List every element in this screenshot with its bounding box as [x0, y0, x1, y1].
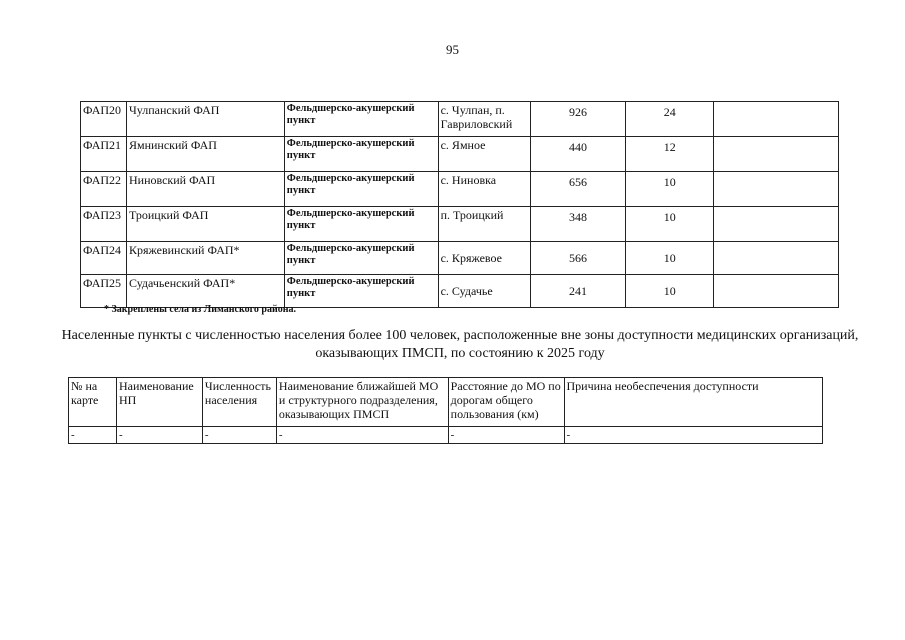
- table-row: [81, 207, 839, 242]
- fap-name: Троицкий ФАП: [126, 207, 284, 242]
- header-population: Численность населения: [202, 378, 276, 427]
- fap-population: 926: [530, 102, 626, 137]
- footnote: * Закреплены села из Лиманского района.: [104, 304, 296, 315]
- page-number: 95: [446, 42, 459, 57]
- header-nearest-mo: Наименование ближайшей МО и структурного подразделения, оказывающих ПМСП: [276, 378, 448, 427]
- header-np-name: Наименование НП: [116, 378, 202, 427]
- fap-population: 348: [530, 207, 626, 242]
- cell-map-number: -: [69, 427, 117, 444]
- fap-name: Ямнинский ФАП: [126, 137, 284, 172]
- fap-population: 566: [530, 242, 626, 275]
- table-row: [81, 172, 839, 207]
- fap-type: Фельдшерско-акушерский пункт: [284, 172, 438, 207]
- fap-code: ФАП20: [81, 102, 127, 137]
- cell-reason: -: [564, 427, 823, 444]
- fap-extra: [714, 275, 839, 308]
- fap-code: ФАП22: [81, 172, 127, 207]
- table-row: [81, 102, 839, 137]
- fap-name: Чулпанский ФАП: [126, 102, 284, 137]
- fap-population: 440: [530, 137, 626, 172]
- fap-type: Фельдшерско-акушерский пункт: [284, 102, 438, 137]
- fap-extra: [714, 207, 839, 242]
- fap-settlement: с. Кряжевое: [438, 242, 530, 275]
- fap-value: 12: [626, 137, 714, 172]
- fap-settlement: с. Судачье: [438, 275, 530, 308]
- fap-value: 10: [626, 275, 714, 308]
- table-row: [81, 275, 839, 308]
- fap-code: ФАП24: [81, 242, 127, 275]
- fap-population: 241: [530, 275, 626, 308]
- fap-value: 24: [626, 102, 714, 137]
- fap-code: ФАП21: [81, 137, 127, 172]
- fap-population: 656: [530, 172, 626, 207]
- header-reason: Причина необеспечения доступности: [564, 378, 823, 427]
- fap-name: Кряжевинский ФАП*: [126, 242, 284, 275]
- fap-value: 10: [626, 242, 714, 275]
- fap-table: [80, 101, 839, 308]
- fap-extra: [714, 102, 839, 137]
- fap-extra: [714, 137, 839, 172]
- np-table: [68, 377, 823, 444]
- fap-settlement: с. Ниновка: [438, 172, 530, 207]
- fap-settlement: с. Чулпан, п. Гавриловский: [438, 102, 530, 137]
- fap-type: Фельдшерско-акушерский пункт: [284, 275, 438, 308]
- fap-name: Судачьенский ФАП*: [126, 275, 284, 308]
- section-title: Населенные пункты с численностью населения более 100 человек, расположенные вне зоны доступности медицинских организаций, оказывающих ПМСП, по состоянию к 2025 году: [61, 328, 859, 361]
- fap-code: ФАП23: [81, 207, 127, 242]
- fap-value: 10: [626, 172, 714, 207]
- header-map-number: № на карте: [69, 378, 117, 427]
- fap-code: ФАП25: [81, 275, 127, 308]
- fap-settlement: с. Ямное: [438, 137, 530, 172]
- np-table-row: [69, 427, 823, 444]
- fap-value: 10: [626, 207, 714, 242]
- fap-name: Ниновский ФАП: [126, 172, 284, 207]
- fap-extra: [714, 172, 839, 207]
- cell-np-name: -: [116, 427, 202, 444]
- fap-settlement: п. Троицкий: [438, 207, 530, 242]
- cell-population: -: [202, 427, 276, 444]
- header-distance: Расстояние до МО по дорогам общего пользования (км): [448, 378, 564, 427]
- cell-nearest-mo: -: [276, 427, 448, 444]
- fap-type: Фельдшерско-акушерский пункт: [284, 242, 438, 275]
- table-row: [81, 242, 839, 275]
- table-row: [81, 137, 839, 172]
- fap-extra: [714, 242, 839, 275]
- fap-type: Фельдшерско-акушерский пункт: [284, 137, 438, 172]
- np-header-row: [69, 378, 823, 427]
- cell-distance: -: [448, 427, 564, 444]
- fap-type: Фельдшерско-акушерский пункт: [284, 207, 438, 242]
